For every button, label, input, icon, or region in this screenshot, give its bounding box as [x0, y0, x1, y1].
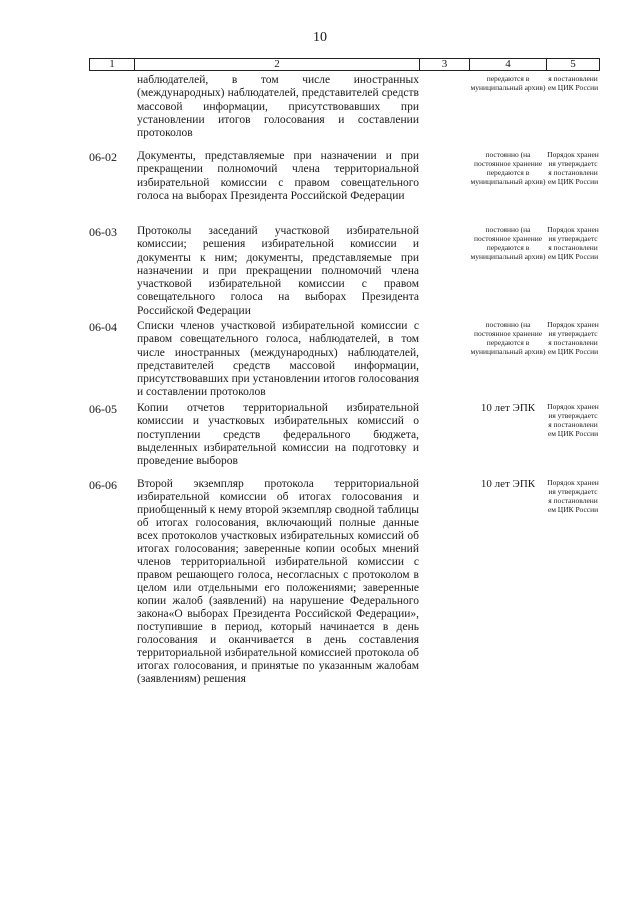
column-header-1: 1 [90, 59, 135, 71]
row-code: 06-03 [89, 225, 117, 239]
row-note: я постановлением ЦИК России [547, 74, 599, 92]
row-storage-term: передаются в муниципальный архив) [470, 74, 546, 92]
column-header-4: 4 [470, 59, 547, 71]
row-storage-term: постоянно (на постоянное хранение передаются в муниципальный архив) [470, 150, 546, 186]
column-header-5: 5 [547, 59, 600, 71]
page-number: 10 [313, 30, 327, 45]
column-header-2: 2 [135, 59, 420, 71]
column-header-3: 3 [420, 59, 470, 71]
row-note: Порядок хранения утверждается постановлением ЦИК России [547, 225, 599, 261]
row-note: Порядок хранения утверждается постановлением ЦИК России [547, 320, 599, 356]
row-code: 06-02 [89, 150, 117, 164]
row-description: наблюдателей, в том числе иностранных (международных) наблюдателей, представителей средств массовой информации, присутствовавших при установлении итогов голосования и составлении протоколов [137, 74, 419, 140]
row-note: Порядок хранения утверждается постановлением ЦИК России [547, 402, 599, 438]
row-note: Порядок хранения утверждается постановлением ЦИК России [547, 150, 599, 186]
row-note: Порядок хранения утверждается постановлением ЦИК России [547, 478, 599, 514]
row-storage-term: 10 лет ЭПК [480, 402, 536, 414]
row-code: 06-04 [89, 320, 117, 334]
row-description: Второй экземпляр протокола территориальной избирательной комиссии об итогах голосования и приобщенный к нему второй экземпляр сводной таблицы об итогах голосования, включающий полные данные всех протоколов участковых избирательных комиссий об итогах голосования; заверенные копии особых мнений членов территориальной избирательной комиссии с правом решающего голоса, несогласных с протоколом в целом или отдельными его положениями; заверенные копии жалоб (заявлений) на нарушение Федерального закона«О выборах Президента Российской Федерации», поступившие в период, который начинается в день голосования и оканчивается в день составления территориальной избирательной комиссией протокола об итогах голосования, и принятые по указанным жалобам (заявлениям) решения [137, 478, 419, 685]
row-code: 06-05 [89, 402, 117, 416]
row-storage-term: 10 лет ЭПК [480, 478, 536, 490]
row-description: Копии отчетов территориальной избирательной комиссии и участковых избирательных комиссий о поступлении средств федерального бюджета, выделенных избирательной комиссии на подготовку и проведение выборов [137, 402, 419, 468]
column-header-row [89, 58, 600, 71]
row-description: Протоколы заседаний участковой избирательной комиссии; решения избирательной комиссии и документы к ним; документы, представляемые при назначении и при прекращении полномочий члена участковой избирательной комиссии с правом совещательного голоса на выборах Президента Российской Федерации [137, 225, 419, 317]
row-description: Списки членов участковой избирательной комиссии с правом совещательного голоса, наблюдателей, в том числе иностранных (международных) наблюдателей, представителей средств массовой информации, присутствовавших при установлении итогов голосования и составлении протоколов [137, 320, 419, 399]
row-storage-term: постоянно (на постоянное хранение передаются в муниципальный архив) [470, 225, 546, 261]
row-storage-term: постоянно (на постоянное хранение передаются в муниципальный архив) [470, 320, 546, 356]
row-description: Документы, представляемые при назначении и при прекращении полномочий члена территориальной избирательной комиссии с правом совещательного голоса на выборах Президента Российской Федерации [137, 150, 419, 202]
row-code: 06-06 [89, 478, 117, 492]
